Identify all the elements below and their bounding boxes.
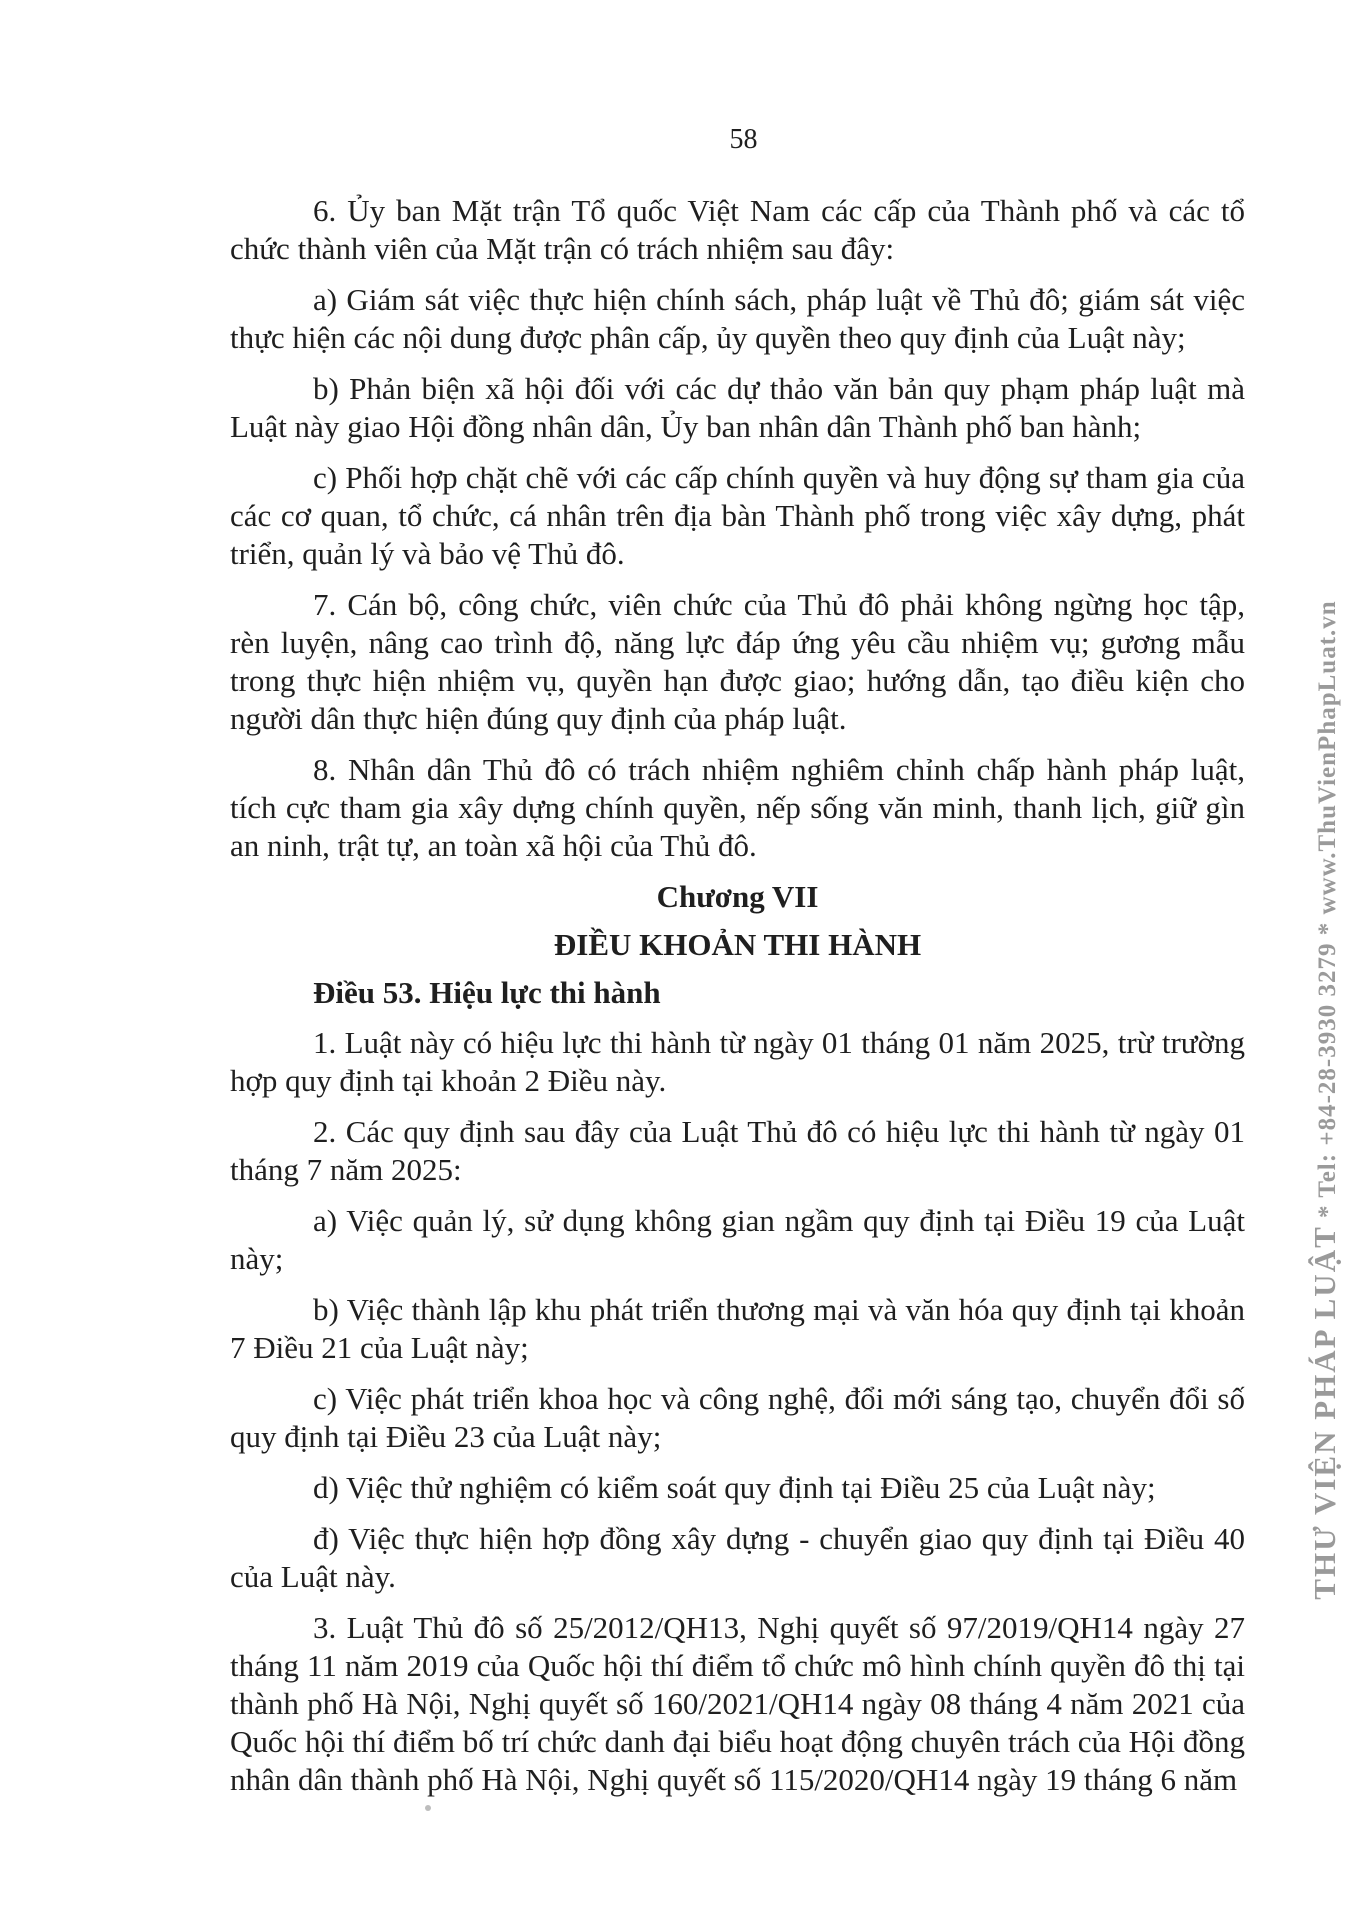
article-heading: Điều 53. Hiệu lực thi hành <box>313 975 661 1010</box>
paragraph-8: 8. Nhân dân Thủ đô có trách nhiệm nghiêm chỉnh chấp hành pháp luật, tích cực tham gia xây dựng chính quyền, nếp sống văn minh, thanh lịch, giữ gìn an ninh, trật tự, an toàn xã hội của Thủ đô. <box>230 752 1245 863</box>
article-clause-2: 2. Các quy định sau đây của Luật Thủ đô có hiệu lực thi hành từ ngày 01 tháng 7 năm 2025: <box>230 1114 1245 1187</box>
paragraph-7: 7. Cán bộ, công chức, viên chức của Thủ đô phải không ngừng học tập, rèn luyện, nâng cao trình độ, năng lực đáp ứng yêu cầu nhiệm vụ; gương mẫu trong thực hiện nhiệm vụ, quyền hạn được giao; hướng dẫn, tạo điều kiện cho người dân thực hiện đúng quy định của pháp luật. <box>230 587 1245 736</box>
scan-speck <box>425 1805 431 1811</box>
paragraph-6b: b) Phản biện xã hội đối với các dự thảo văn bản quy phạm pháp luật mà Luật này giao Hội đồng nhân dân, Ủy ban nhân dân Thành phố ban hành; <box>230 371 1245 444</box>
chapter-title: ĐIỀU KHOẢN THI HÀNH <box>553 927 922 962</box>
document-body <box>230 192 1245 1812</box>
article-clause-3: 3. Luật Thủ đô số 25/2012/QH13, Nghị quyết số 97/2019/QH14 ngày 27 tháng 11 năm 2019 của Quốc hội thí điểm tổ chức mô hình chính quyền đô thị tại thành phố Hà Nội, Nghị quyết số 160/2021/QH14 ngày 08 tháng 4 năm 2021 của Quốc hội thí điểm bố trí chức danh đại biểu hoạt động chuyên trách của Hội đồng nhân dân thành phố Hà Nội, Nghị quyết số 115/2020/QH14 ngày 19 tháng 6 năm <box>230 1610 1245 1797</box>
article-clause-2c: c) Việc phát triển khoa học và công nghệ, đổi mới sáng tạo, chuyển đổi số quy định tại Điều 23 của Luật này; <box>230 1381 1245 1454</box>
side-watermark <box>1307 600 1343 1599</box>
watermark-contact: * Tel: +84-28-3930 3279 * www.ThuVienPhapLuat.vn <box>1314 600 1341 1218</box>
article-clause-1: 1. Luật này có hiệu lực thi hành từ ngày 01 tháng 01 năm 2025, trừ trường hợp quy định tại khoản 2 Điều này. <box>230 1025 1245 1098</box>
page-number: 58 <box>729 124 758 155</box>
article-clause-2dd: đ) Việc thực hiện hợp đồng xây dựng - chuyển giao quy định tại Điều 40 của Luật này. <box>230 1521 1245 1594</box>
paragraph-6c: c) Phối hợp chặt chẽ với các cấp chính quyền và huy động sự tham gia của các cơ quan, tổ chức, cá nhân trên địa bàn Thành phố trong việc xây dựng, phát triển, quản lý và bảo vệ Thủ đô. <box>230 460 1245 571</box>
chapter-number: Chương VII <box>656 879 819 914</box>
watermark-name: THƯ VIỆN PHÁP LUẬT <box>1307 1225 1342 1600</box>
article-clause-2b: b) Việc thành lập khu phát triển thương mại và văn hóa quy định tại khoản 7 Điều 21 của Luật này; <box>230 1292 1245 1365</box>
paragraph-6a: a) Giám sát việc thực hiện chính sách, pháp luật về Thủ đô; giám sát việc thực hiện các nội dung được phân cấp, ủy quyền theo quy định của Luật này; <box>230 282 1245 355</box>
article-clause-2d: d) Việc thử nghiệm có kiểm soát quy định tại Điều 25 của Luật này; <box>313 1470 1156 1505</box>
paragraph-6: 6. Ủy ban Mặt trận Tổ quốc Việt Nam các cấp của Thành phố và các tổ chức thành viên của Mặt trận có trách nhiệm sau đây: <box>230 193 1245 266</box>
article-clause-2a: a) Việc quản lý, sử dụng không gian ngầm quy định tại Điều 19 của Luật này; <box>230 1203 1245 1276</box>
